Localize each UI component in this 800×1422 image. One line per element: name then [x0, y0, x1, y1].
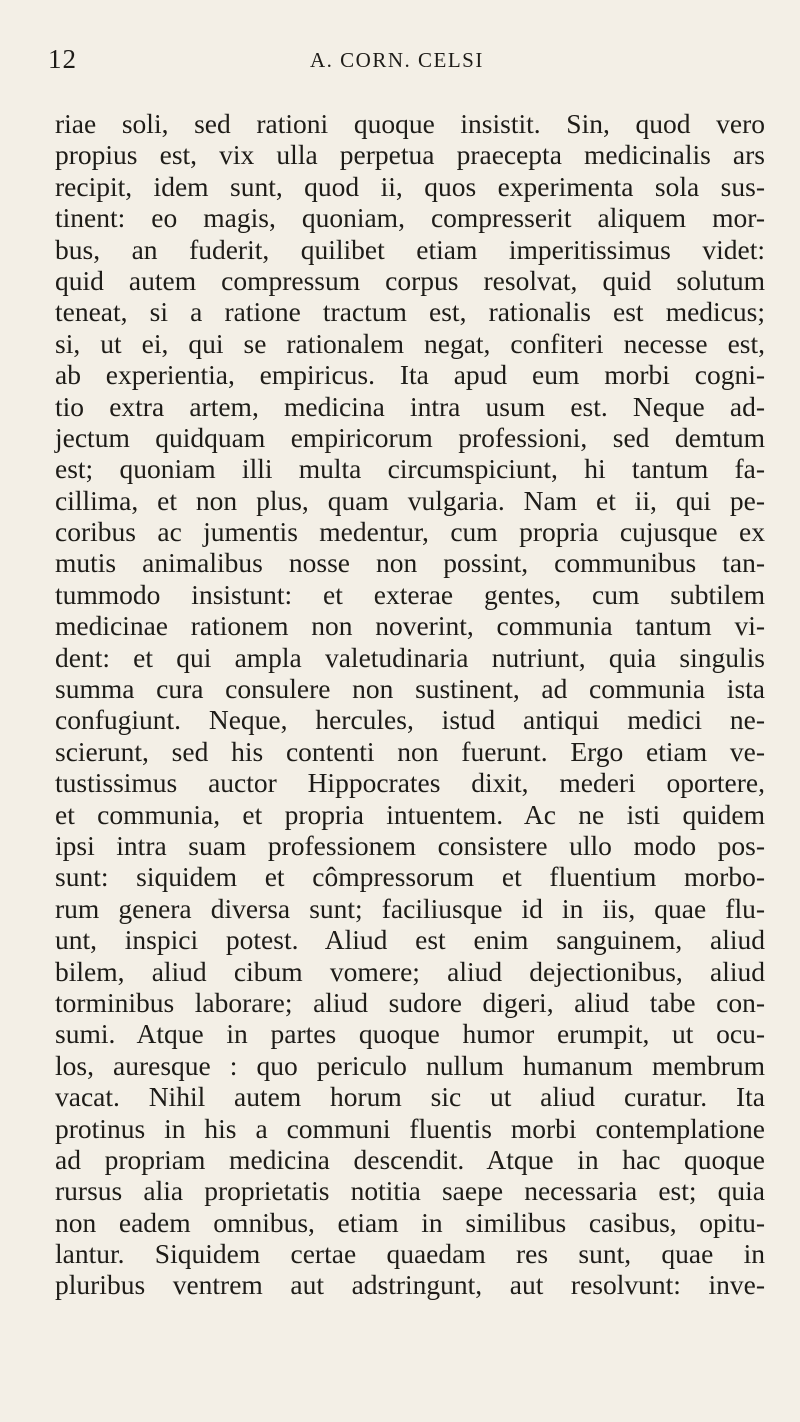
text-line: rum genera diversa sunt; faciliusque id in iis, quae flu-: [55, 892, 765, 924]
text-line: bus, an fuderit, quilibet etiam imperitissimus videt:: [55, 233, 765, 265]
text-line: los, auresque : quo periculo nullum humanum membrum: [55, 1049, 765, 1081]
text-line: propius est, vix ulla perpetua praecepta medicinalis ars: [55, 139, 765, 171]
text-line: bilem, aliud cibum vomere; aliud dejectionibus, aliud: [55, 955, 765, 987]
text-line: jectum quidquam empiricorum professioni, sed demtum: [55, 421, 765, 453]
text-line: riae soli, sed rationi quoque insistit. Sin, quod vero: [55, 108, 765, 139]
text-line: medicinae rationem non noverint, communia tantum vi-: [55, 610, 765, 642]
text-line: est; quoniam illi multa circumspiciunt, hi tantum fa-: [55, 453, 765, 485]
text-line: sunt: siquidem et cômpressorum et fluentium morbo-: [55, 861, 765, 893]
body-text: [55, 108, 765, 1301]
text-line: recipit, idem sunt, quod ii, quos experimenta sola sus-: [55, 170, 765, 202]
running-title: A. CORN. CELSI: [310, 48, 484, 72]
text-line: mutis animalibus nosse non possint, communibus tan-: [55, 547, 765, 579]
text-line: sumi. Atque in partes quoque humor erumpit, ut ocu-: [55, 1018, 765, 1050]
text-line: protinus in his a communi fluentis morbi contemplatione: [55, 1112, 765, 1144]
text-line: unt, inspici potest. Aliud est enim sanguinem, aliud: [55, 924, 765, 956]
text-line: quid autem compressum corpus resolvat, quid solutum: [55, 264, 765, 296]
text-line: ad propriam medicina descendit. Atque in hac quoque: [55, 1143, 765, 1175]
text-line: vacat. Nihil autem horum sic ut aliud curatur. Ita: [55, 1081, 765, 1113]
running-head: [48, 44, 728, 84]
text-line: tio extra artem, medicina intra usum est. Neque ad-: [55, 390, 765, 422]
page-number: 12: [48, 44, 77, 74]
text-line: scierunt, sed his contenti non fuerunt. Ergo etiam ve-: [55, 735, 765, 767]
text-line: confugiunt. Neque, hercules, istud antiqui medici ne-: [55, 704, 765, 736]
text-line: tustissimus auctor Hippocrates dixit, mederi oportere,: [55, 767, 765, 799]
text-line: teneat, si a ratione tractum est, rationalis est medicus;: [55, 296, 765, 328]
text-line: tummodo insistunt: et exterae gentes, cum subtilem: [55, 578, 765, 610]
text-line: lantur. Siquidem certae quaedam res sunt, quae in: [55, 1238, 765, 1270]
text-line: non eadem omnibus, etiam in similibus casibus, opitu-: [55, 1206, 765, 1238]
text-line: et communia, et propria intuentem. Ac ne isti quidem: [55, 798, 765, 830]
text-line: ab experientia, empiricus. Ita apud eum morbi cogni-: [55, 359, 765, 391]
text-line: summa cura consulere non sustinent, ad communia ista: [55, 673, 765, 705]
text-line: rursus alia proprietatis notitia saepe necessaria est; quia: [55, 1175, 765, 1207]
text-line: si, ut ei, qui se rationalem negat, confiteri necesse est,: [55, 327, 765, 359]
text-line: ipsi intra suam professionem consistere ullo modo pos-: [55, 829, 765, 861]
text-line: cillima, et non plus, quam vulgaria. Nam et ii, qui pe-: [55, 484, 765, 516]
text-line: coribus ac jumentis medentur, cum propria cujusque ex: [55, 516, 765, 548]
text-line: pluribus ventrem aut adstringunt, aut resolvunt: inve-: [55, 1269, 765, 1301]
text-line: torminibus laborare; aliud sudore digeri, aliud tabe con-: [55, 986, 765, 1018]
text-line: tinent: eo magis, quoniam, compresserit aliquem mor-: [55, 202, 765, 234]
text-line: dent: et qui ampla valetudinaria nutriunt, quia singulis: [55, 641, 765, 673]
